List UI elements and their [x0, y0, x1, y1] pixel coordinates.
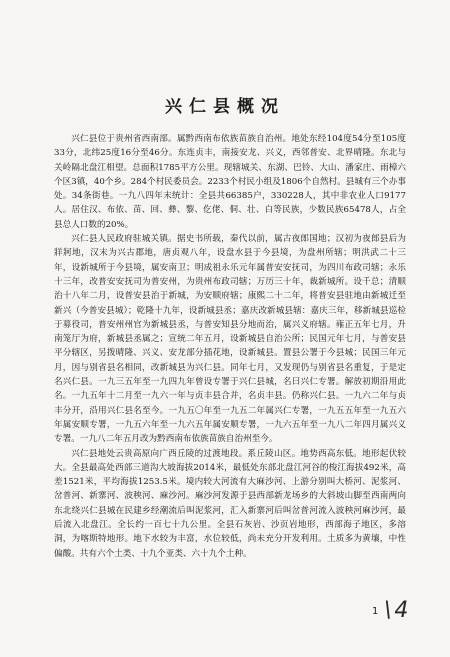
- handwritten-mark: \ 4: [384, 598, 407, 623]
- body-text: [54, 132, 406, 561]
- page-title: 兴仁县概况: [165, 97, 285, 117]
- paragraph-location: 兴仁县位于贵州省西南部。属黔西南布依族苗族自治州。地处东经104度54分至105度33分，北纬25度16分至46分。东连贞丰，南接安龙、兴义，西邻普安、北界晴隆。东北与关岭隔北盘江相望。总面积1785平方公里。现辖城关、东湖、巴铃、大山、潘家庄、雨樟六个区3镇，40个乡。284个村民委员会。2233个村民小组及1806个自然村。县城有三个办事处。34条街巷。一九八四年末统计：全县共66385户，330228人，其中非农业人口9177人。居住汉、布依、苗、回、彝、黎、仡佬、侗、壮、白等民族，少数民族65478人，占全县总人口数的20%。: [54, 134, 406, 230]
- paragraph-geography: 兴仁县地处云贵高原向广西丘陵的过渡地段。系丘陵山区。地势西高东低。地形起伏较大。全县最高处西部三道沟大坡海拔2014米，最低处东部北盘江河谷的梭江海拔492米，高差1521米，平均海拔1253.5米。境内较大河流有大麻沙河、上游分别叫大桥河、泥浆河、岔普河、新寨河、波秧河、麻沙河。麻沙河发源于县西部新龙场乡的大斜坡山脚至西南两向东北绕兴仁县城在民建乡经潮流后叫泥浆河，汇入新寨河后叫岔普河流入波秧河麻沙河，最后流入北盘江。全长约一百七十九公里。全县石灰岩、沙页岩地形，西部海子地区，多溶洞，为喀斯特地形。地下水较为丰富，水位较低，尚未充分开发利用。土质多为黄壤，中性偏酸。共有六个土类、十九个亚类、六十九个土种。: [54, 448, 406, 559]
- paragraph-history: 兴仁县人民政府驻城关镇。据史书所载，秦代以前，属古夜郎国地；汉初为夜郎县后为牂牁地，汉末为兴古郡地，唐贞观八年，设盘水县于今县境，为盘州所辖；明洪武二十三年，设新城所于今县境，属安南卫；明成祖永乐元年属普安安抚司，为四川布政司辖；永乐十三年，改普安安抚司为普安州，为贵州布政司辖；万历三十年，裁新城所。设千总；清顺治十八年二月，设普安县治于新城，为安顺府辖；康熙二十二年，将普安县驻地由新城迁至新兴（今普安县城）；乾隆十九年，设新城县丞；嘉庆改新城县辖：嘉庆三年，移新城县巡检于募役司，普安州州官为新城县丞，与普安知县分地而治，属兴义府辖。雍正五年七月，升南笼厅为府，新城县丞属之；宣统二年五月，设新城县自治公所；民国元年七月，与普安县平分辖区，另拨晴隆、兴义、安龙部分插花地，设新城县。置县公署于今县城；民国三年元月，因与别省县名相同，改新城县为兴仁县。同年七月，又发现仍与别省县名重复，于是定名兴仁县。一九三五年至一九四九年曾设专署于兴仁县城，名曰兴仁专署。解放初期沿用此名。一九五年十二月至一九六一年与贞丰县合并，名贞丰县。仍称兴仁县。一九六二年与贞丰分开，沿用兴仁县名至今。一九五〇年至一九五二年属兴仁专署，一九五五年至一九五六年属安顺专署，一九五六年至一九六五年属安顺专署，一九六五年至一九八二年四月属兴义专署。一九八二年五月改为黔西南布依族苗族自治州至今。: [54, 234, 406, 445]
- page-number: 1: [372, 606, 379, 617]
